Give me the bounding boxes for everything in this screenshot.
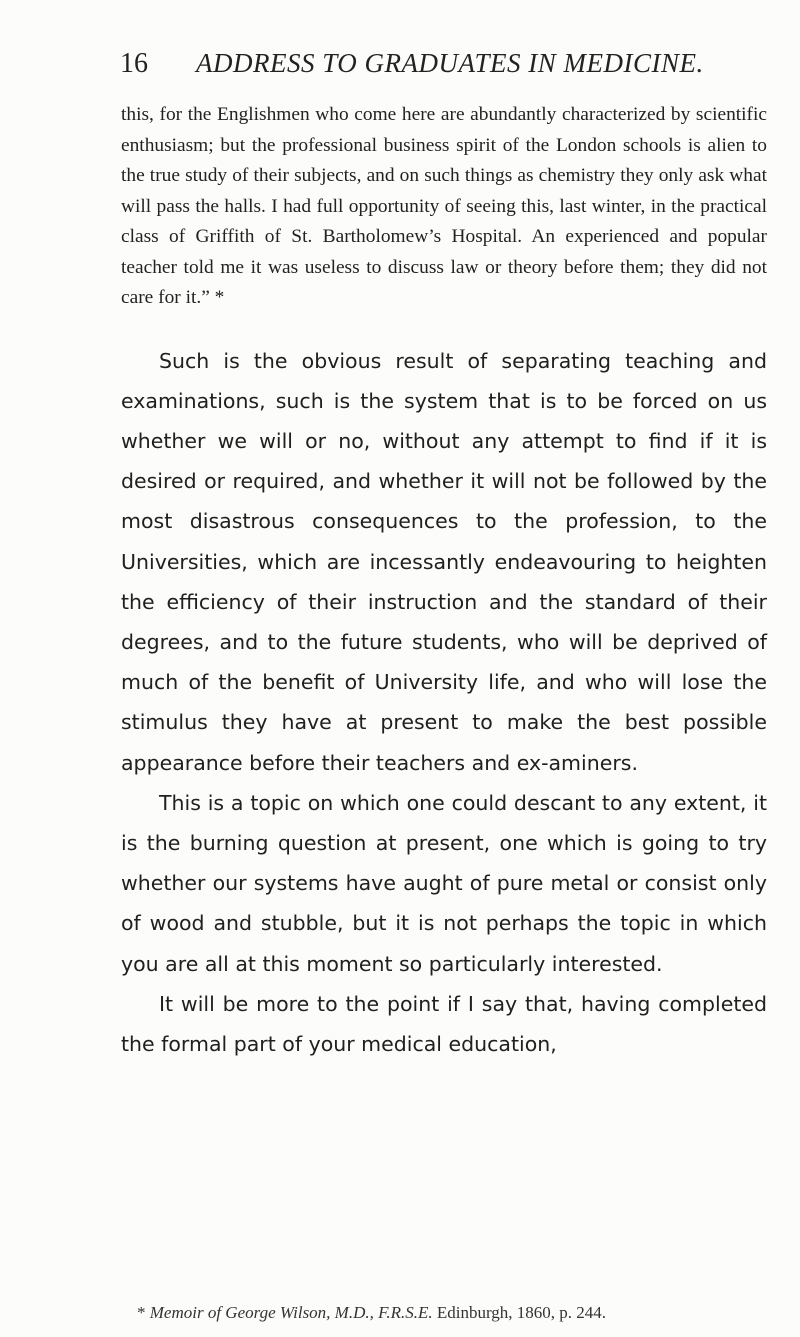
- paragraph-1: Such is the obvious result of separating teaching and examinations, such is the system that is to be forced on us whether we will or no, without any attempt to find if it is desired or required, and whether it will not be followed by the most disastrous consequences to the profession, to the Universities, which are incessantly endeavouring to heighten the efficiency of their instruction and the standard of their degrees, and to the future students, who will be deprived of much of the benefit of University life, and who will lose the stimulus they have at present to make the best possible appearance before their teachers and ex-aminers.: [121, 348, 767, 775]
- quoted-passage: [121, 100, 767, 314]
- paragraph-3: It will be more to the point if I say that, having completed the formal part of your medical education,: [121, 991, 767, 1056]
- body-text: [121, 341, 767, 1065]
- quote-text: this, for the Englishmen who come here are abundantly characterized by scientific enthusiasm; but the professional business spirit of the London schools is alien to the true study of their subjects, and on such things as chemistry they only ask what will pass the halls. I had full opportunity of seeing this, last winter, in the practical class of Griffith of St. Bartholomew’s Hospital. An experienced and popular teacher told me it was useless to discuss law or theory before them; they did not care for it.” *: [121, 104, 767, 308]
- footnote-citation: Edinburgh, 1860, p. 244.: [436, 1303, 607, 1322]
- page: [121, 48, 767, 1064]
- paragraph-2: This is a topic on which one could descant to any extent, it is the burning question at present, one which is going to try whether our systems have aught of pure metal or consist only of wood and stubble, but it is not perhaps the topic in which you are all at this moment so particularly interested.: [121, 790, 767, 976]
- footnote-title: Memoir of George Wilson, M.D., F.R.S.E.: [149, 1303, 433, 1322]
- footnote-marker: *: [137, 1303, 146, 1322]
- running-head: ADDRESS TO GRADUATES IN MEDICINE.: [196, 48, 704, 78]
- page-header: [121, 48, 767, 80]
- footnote: [137, 1303, 606, 1323]
- page-number: 16: [120, 48, 148, 79]
